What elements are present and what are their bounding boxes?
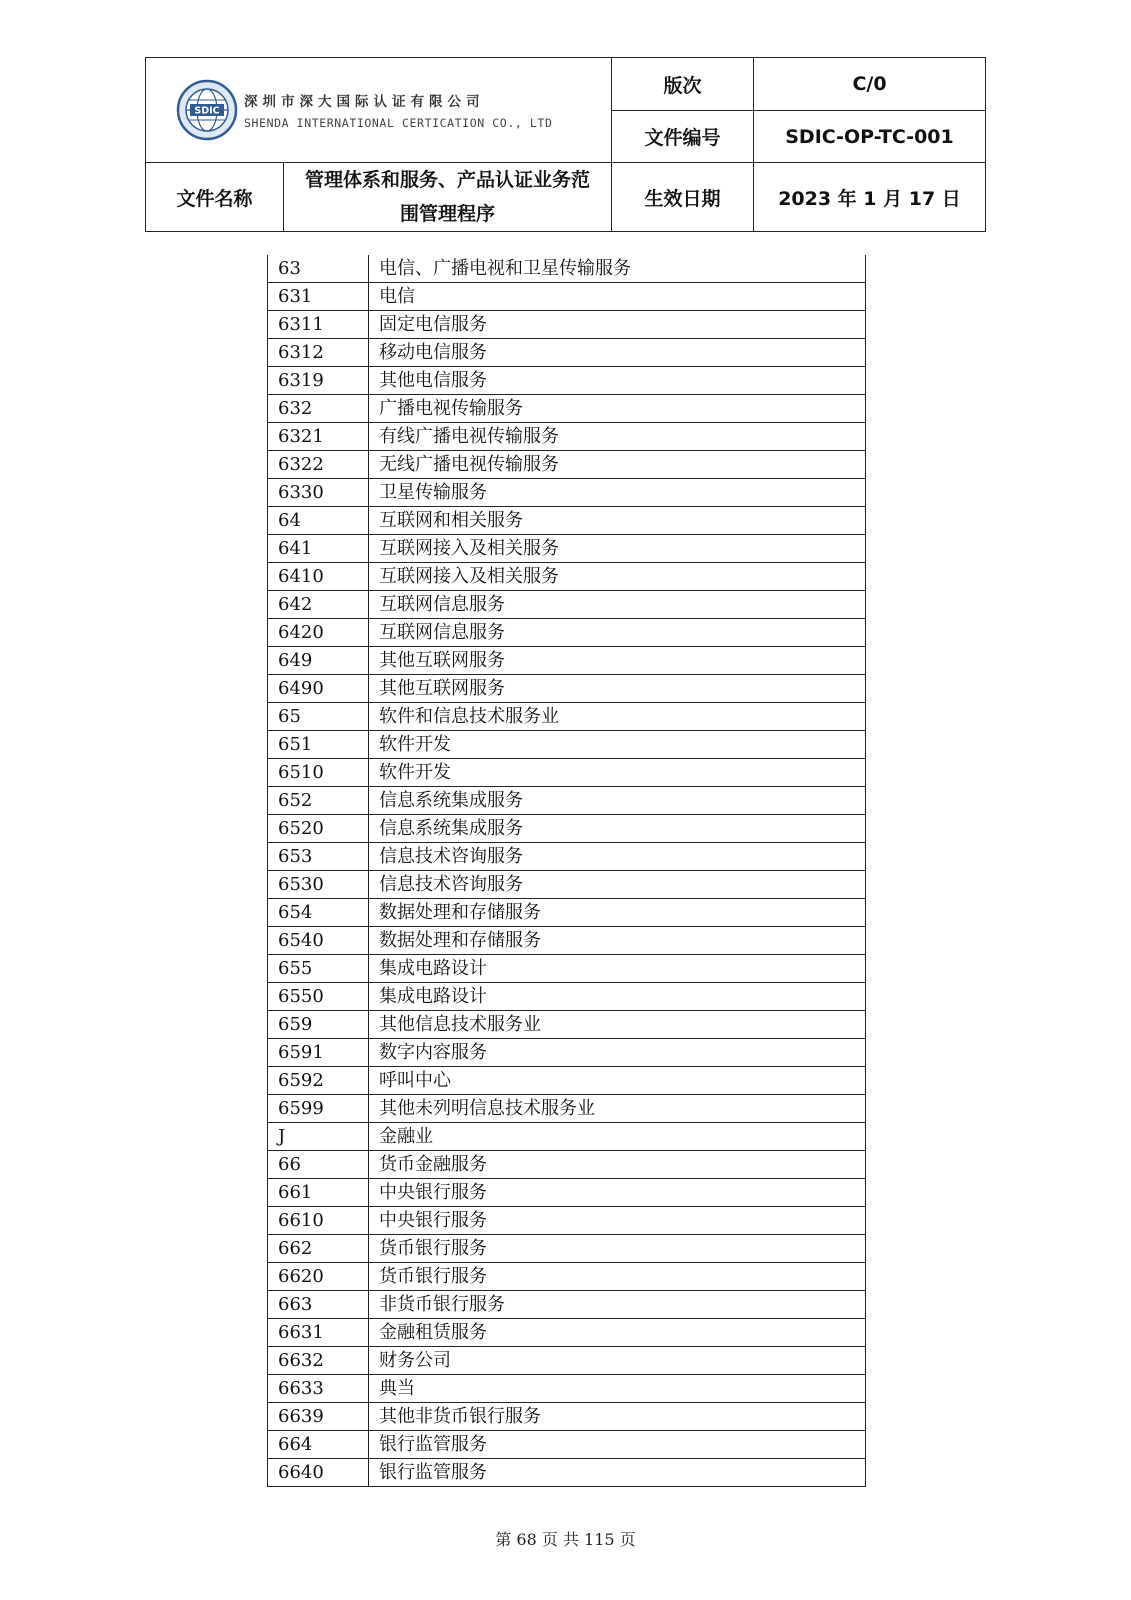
document-header [145, 57, 986, 232]
table-row [268, 535, 866, 563]
industry-code: 6322 [268, 451, 369, 479]
industry-name: 软件和信息技术服务业 [369, 703, 866, 731]
industry-code: 6592 [268, 1067, 369, 1095]
table-row [268, 871, 866, 899]
table-row [268, 1179, 866, 1207]
table-row [268, 675, 866, 703]
industry-code: 6312 [268, 339, 369, 367]
page-number: 第 68 页 共 115 页 [495, 1530, 636, 1549]
industry-name: 集成电路设计 [369, 955, 866, 983]
industry-code: 6599 [268, 1095, 369, 1123]
industry-code: 663 [268, 1291, 369, 1319]
table-row [268, 395, 866, 423]
table-row [268, 955, 866, 983]
industry-code: 6410 [268, 563, 369, 591]
table-row [268, 1431, 866, 1459]
doc-number-value: SDIC-OP-TC-001 [754, 111, 986, 163]
industry-name: 数据处理和存储服务 [369, 927, 866, 955]
effective-date-value: 2023 年 1 月 17 日 [754, 163, 986, 232]
industry-code: 662 [268, 1235, 369, 1263]
industry-code: 641 [268, 535, 369, 563]
industry-code: 654 [268, 899, 369, 927]
table-row [268, 479, 866, 507]
industry-name: 互联网接入及相关服务 [369, 535, 866, 563]
industry-code: 6610 [268, 1207, 369, 1235]
industry-code-rows [268, 255, 866, 1487]
industry-code: 631 [268, 283, 369, 311]
table-row [268, 367, 866, 395]
table-row [268, 1123, 866, 1151]
table-row [268, 451, 866, 479]
industry-name: 信息技术咨询服务 [369, 843, 866, 871]
industry-code: 6311 [268, 311, 369, 339]
table-row [268, 255, 866, 283]
doc-name-label: 文件名称 [146, 163, 284, 232]
industry-name: 卫星传输服务 [369, 479, 866, 507]
industry-name: 其他非货币银行服务 [369, 1403, 866, 1431]
industry-code: 653 [268, 843, 369, 871]
doc-name-value [284, 163, 612, 232]
table-row [268, 899, 866, 927]
table-row [268, 591, 866, 619]
table-row [268, 1291, 866, 1319]
company-logo-icon [176, 79, 238, 141]
industry-code: J [268, 1123, 369, 1151]
table-row [268, 563, 866, 591]
industry-name: 固定电信服务 [369, 311, 866, 339]
industry-code: 63 [268, 255, 369, 283]
industry-code: 651 [268, 731, 369, 759]
industry-name: 财务公司 [369, 1347, 866, 1375]
table-row [268, 1263, 866, 1291]
company-logo-cell [146, 58, 612, 163]
industry-name: 信息系统集成服务 [369, 787, 866, 815]
table-row [268, 339, 866, 367]
industry-name: 互联网和相关服务 [369, 507, 866, 535]
industry-name: 电信 [369, 283, 866, 311]
industry-name: 信息系统集成服务 [369, 815, 866, 843]
industry-name: 数字内容服务 [369, 1039, 866, 1067]
table-row [268, 983, 866, 1011]
table-row [268, 1039, 866, 1067]
industry-name: 无线广播电视传输服务 [369, 451, 866, 479]
industry-code: 659 [268, 1011, 369, 1039]
industry-name: 有线广播电视传输服务 [369, 423, 866, 451]
industry-name: 其他未列明信息技术服务业 [369, 1095, 866, 1123]
table-row [268, 283, 866, 311]
industry-name: 金融业 [369, 1123, 866, 1151]
industry-name: 数据处理和存储服务 [369, 899, 866, 927]
industry-code: 66 [268, 1151, 369, 1179]
industry-code: 6530 [268, 871, 369, 899]
table-row [268, 703, 866, 731]
industry-code: 664 [268, 1431, 369, 1459]
industry-code: 6640 [268, 1459, 369, 1487]
industry-name: 其他电信服务 [369, 367, 866, 395]
table-row [268, 1151, 866, 1179]
table-row [268, 1067, 866, 1095]
industry-code: 632 [268, 395, 369, 423]
industry-code: 6321 [268, 423, 369, 451]
industry-name: 电信、广播电视和卫星传输服务 [369, 255, 866, 283]
table-row [268, 731, 866, 759]
table-row [268, 1347, 866, 1375]
industry-code-table-wrap [267, 255, 865, 1487]
industry-name: 广播电视传输服务 [369, 395, 866, 423]
industry-name: 集成电路设计 [369, 983, 866, 1011]
table-row [268, 619, 866, 647]
industry-code: 642 [268, 591, 369, 619]
industry-name: 典当 [369, 1375, 866, 1403]
industry-code: 64 [268, 507, 369, 535]
table-row [268, 1403, 866, 1431]
industry-code: 6420 [268, 619, 369, 647]
industry-code: 6633 [268, 1375, 369, 1403]
industry-code: 6510 [268, 759, 369, 787]
table-row [268, 1459, 866, 1487]
industry-code-table [267, 255, 866, 1487]
company-name-en: SHENDA INTERNATIONAL CERTICATION CO., LTD [244, 116, 553, 130]
version-label: 版次 [612, 58, 754, 111]
industry-code: 6540 [268, 927, 369, 955]
logo-text: SDIC [194, 105, 220, 117]
industry-name: 银行监管服务 [369, 1431, 866, 1459]
industry-name: 中央银行服务 [369, 1207, 866, 1235]
industry-name: 互联网信息服务 [369, 591, 866, 619]
industry-code: 6520 [268, 815, 369, 843]
industry-code: 6550 [268, 983, 369, 1011]
industry-name: 中央银行服务 [369, 1179, 866, 1207]
effective-date-label: 生效日期 [612, 163, 754, 232]
table-row [268, 647, 866, 675]
industry-code: 655 [268, 955, 369, 983]
table-row [268, 1235, 866, 1263]
industry-name: 其他互联网服务 [369, 647, 866, 675]
table-row [268, 787, 866, 815]
industry-code: 6591 [268, 1039, 369, 1067]
table-row [268, 927, 866, 955]
industry-code: 6632 [268, 1347, 369, 1375]
company-name-cn: 深圳市深大国际认证有限公司 [244, 94, 485, 110]
table-row [268, 759, 866, 787]
industry-code: 6319 [268, 367, 369, 395]
table-row [268, 507, 866, 535]
industry-name: 银行监管服务 [369, 1459, 866, 1487]
industry-name: 软件开发 [369, 759, 866, 787]
industry-code: 6639 [268, 1403, 369, 1431]
industry-name: 货币银行服务 [369, 1263, 866, 1291]
industry-name: 软件开发 [369, 731, 866, 759]
doc-name-line1: 管理体系和服务、产品认证业务范 [304, 169, 590, 191]
table-row [268, 311, 866, 339]
industry-name: 呼叫中心 [369, 1067, 866, 1095]
industry-code: 6620 [268, 1263, 369, 1291]
industry-name: 互联网接入及相关服务 [369, 563, 866, 591]
table-row [268, 815, 866, 843]
table-row [268, 1319, 866, 1347]
industry-code: 65 [268, 703, 369, 731]
table-row [268, 1011, 866, 1039]
industry-name: 货币银行服务 [369, 1235, 866, 1263]
table-row [268, 1375, 866, 1403]
industry-code: 661 [268, 1179, 369, 1207]
table-row [268, 1095, 866, 1123]
industry-code: 6330 [268, 479, 369, 507]
industry-name: 其他信息技术服务业 [369, 1011, 866, 1039]
industry-name: 移动电信服务 [369, 339, 866, 367]
industry-code: 6490 [268, 675, 369, 703]
industry-code: 652 [268, 787, 369, 815]
industry-name: 金融租赁服务 [369, 1319, 866, 1347]
version-value: C/0 [754, 58, 986, 111]
table-row [268, 843, 866, 871]
table-row [268, 423, 866, 451]
table-row [268, 1207, 866, 1235]
industry-name: 信息技术咨询服务 [369, 871, 866, 899]
doc-number-label: 文件编号 [612, 111, 754, 163]
industry-code: 649 [268, 647, 369, 675]
industry-name: 互联网信息服务 [369, 619, 866, 647]
industry-name: 货币金融服务 [369, 1151, 866, 1179]
industry-code: 6631 [268, 1319, 369, 1347]
industry-name: 其他互联网服务 [369, 675, 866, 703]
industry-name: 非货币银行服务 [369, 1291, 866, 1319]
doc-name-line2: 围管理程序 [399, 203, 495, 225]
